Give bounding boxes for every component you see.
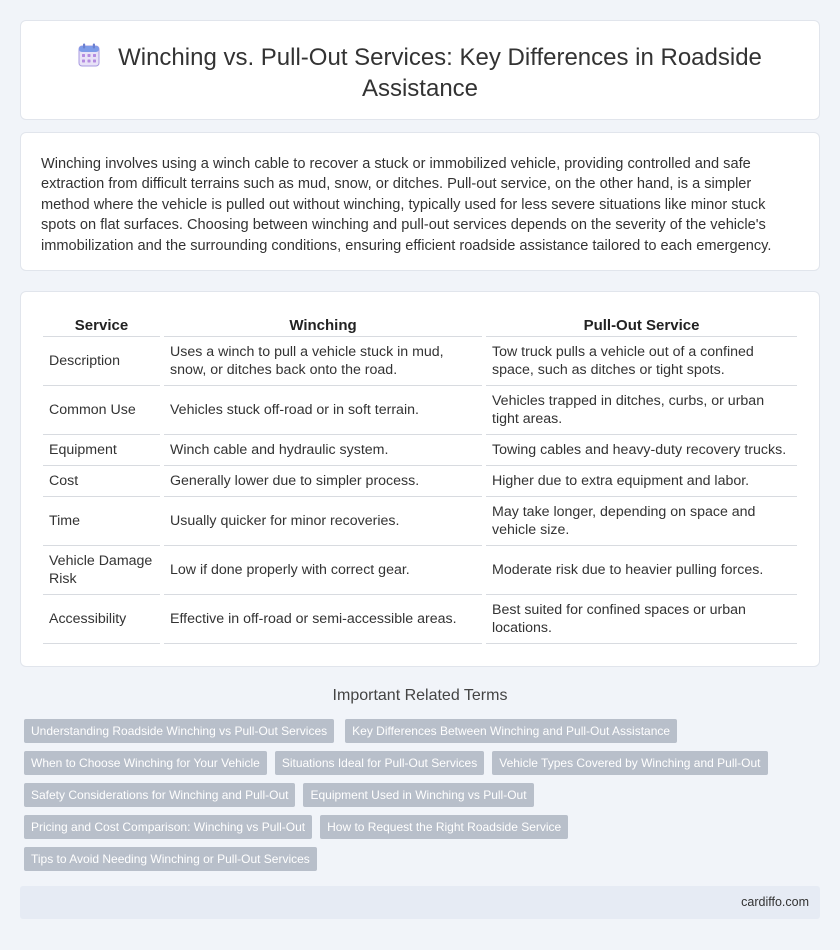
table-row — [43, 595, 797, 644]
related-terms-list — [24, 719, 804, 879]
page-title-wrap — [71, 43, 769, 103]
related-term-tag[interactable]: Understanding Roadside Winching vs Pull-Out Services — [24, 719, 334, 743]
table-row — [43, 386, 797, 435]
related-terms-title: Important Related Terms — [332, 687, 508, 704]
table-row — [43, 337, 797, 386]
calendar-icon — [78, 43, 100, 74]
related-term-tag[interactable]: Situations Ideal for Pull-Out Services — [275, 751, 484, 775]
related-term-tag[interactable]: How to Request the Right Roadside Service — [320, 815, 568, 839]
table-header-row — [43, 312, 797, 337]
related-term-tag[interactable]: Pricing and Cost Comparison: Winching vs Pull-Out — [24, 815, 312, 839]
header-winching: Winching — [164, 312, 482, 337]
pull-out-cell: Tow truck pulls a vehicle out of a confined space, such as ditches or tight spots. — [486, 337, 797, 386]
winching-cell: Generally lower due to simpler process. — [164, 466, 482, 497]
header-card — [20, 20, 820, 120]
pull-out-cell: Towing cables and heavy-duty recovery trucks. — [486, 435, 797, 466]
winching-cell: Winch cable and hydraulic system. — [164, 435, 482, 466]
pull-out-cell: Best suited for confined spaces or urban locations. — [486, 595, 797, 644]
related-term-tag[interactable]: Equipment Used in Winching vs Pull-Out — [303, 783, 533, 807]
winching-cell: Usually quicker for minor recoveries. — [164, 497, 482, 546]
intro-card — [20, 132, 820, 271]
row-label: Accessibility — [43, 595, 160, 644]
comparison-card — [20, 291, 820, 667]
row-label: Vehicle Damage Risk — [43, 546, 160, 595]
row-label: Time — [43, 497, 160, 546]
winching-cell: Effective in off-road or semi-accessible areas. — [164, 595, 482, 644]
related-term-tag[interactable]: Key Differences Between Winching and Pull-Out Assistance — [345, 719, 677, 743]
header-pull-out: Pull-Out Service — [486, 312, 797, 337]
related-term-tag[interactable]: Vehicle Types Covered by Winching and Pull-Out — [492, 751, 767, 775]
table-row — [43, 466, 797, 497]
table-row — [43, 435, 797, 466]
winching-cell: Vehicles stuck off-road or in soft terrain. — [164, 386, 482, 435]
related-term-tag[interactable]: When to Choose Winching for Your Vehicle — [24, 751, 267, 775]
row-label: Common Use — [43, 386, 160, 435]
pull-out-cell: Moderate risk due to heavier pulling forces. — [486, 546, 797, 595]
footer-site-link[interactable]: cardiffo.com — [741, 895, 809, 909]
row-label: Description — [43, 337, 160, 386]
header-service: Service — [43, 312, 160, 337]
table-row — [43, 546, 797, 595]
winching-cell: Uses a winch to pull a vehicle stuck in mud, snow, or ditches back onto the road. — [164, 337, 482, 386]
intro-paragraph: Winching involves using a winch cable to recover a stuck or immobilized vehicle, providing controlled and safe extraction from difficult terrains such as mud, snow, or ditches. Pull-out service, on the other hand, is a simpler method where the vehicle is pulled out without winching, typically used for less severe situations like minor stuck spots on flat surfaces. Choosing between winching and pull-out services depends on the severity of the vehicle's immobilization and the surrounding conditions, ensuring efficient roadside assistance tailored to each emergency. — [41, 156, 772, 254]
footer — [20, 886, 820, 919]
table-row — [43, 497, 797, 546]
page-title: Winching vs. Pull-Out Services: Key Differences in Roadside Assistance — [118, 44, 762, 102]
row-label: Equipment — [43, 435, 160, 466]
related-term-tag[interactable]: Tips to Avoid Needing Winching or Pull-Out Services — [24, 847, 317, 871]
pull-out-cell: Higher due to extra equipment and labor. — [486, 466, 797, 497]
pull-out-cell: May take longer, depending on space and vehicle size. — [486, 497, 797, 546]
winching-cell: Low if done properly with correct gear. — [164, 546, 482, 595]
pull-out-cell: Vehicles trapped in ditches, curbs, or urban tight areas. — [486, 386, 797, 435]
row-label: Cost — [43, 466, 160, 497]
comparison-table — [39, 312, 801, 644]
related-term-tag[interactable]: Safety Considerations for Winching and Pull-Out — [24, 783, 295, 807]
